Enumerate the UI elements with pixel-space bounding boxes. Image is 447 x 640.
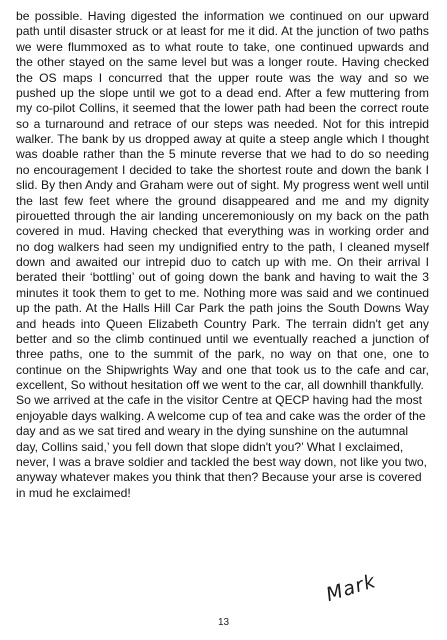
handwritten-signature: Mark — [323, 570, 379, 606]
body-text — [16, 9, 429, 501]
page-number: 13 — [217, 617, 230, 628]
paragraph: So we arrived at the cafe in the visitor Centre at QECP having had the most enjoyable days walking. A welcome cup of tea and cake was the order of the day and as we sat tired and weary in the dying sunshine on the autumnal day, Collins said,’ you fell down that slope didn't you?’ What I exclaimed, never, I was a brave soldier and tackled the best way down, not like you two, anyway whatever makes you think that then? Because your arse is covered in mud he exclaimed! — [16, 393, 427, 500]
paragraph: be possible. Having digested the information we continued on our upward path until disaster struck or at least for me it did. At the junction of two paths we were flummoxed as to what route to take, one continued upwards and the other stayed on the same level but was a longer route. Having checked the OS maps I concurred that the upper route was the way and so we pushed up the slope until we got to a dead end. After a few muttering from my co-pilot Collins, it seemed that the lower path had been the correct route so a turnaround and retrace of our steps was needed. Not for this intrepid walker. The bank by us dropped away at quite a steep angle which I thought was doable rather than the 5 minute reverse that we had to do so needing no encouragement I decided to take the shortest route and down the bank I slid. By then Andy and Graham were out of sight. My progress went well until the last few feet where the ground disappeared and me and my dignity pirouetted through the air landing unceremoniously on my back on the path covered in mud. Having checked that everything was in working order and no dog walkers had seen my undignified entry to the path, I cleaned myself down and awaited our intrepid duo to catch up with me. On their arrival I berated their ‘bottling’ out of going down the bank and having to wait the 3 minutes it took them to get to me. Nothing more was said and we continued up the path. At the Halls Hill Car Park the path joins the South Downs Way and heads into Queen Elizabeth Country Park. The terrain didn't get any better and so the climb continued until we eventually reached a junction of three paths, one to the summit of the park, no way on that one, one to continue on the Shipwrights Way and one that took us to the cafe and car, excellent, So without hesitation off we went to the car, all downhill thankfully. — [16, 9, 429, 392]
